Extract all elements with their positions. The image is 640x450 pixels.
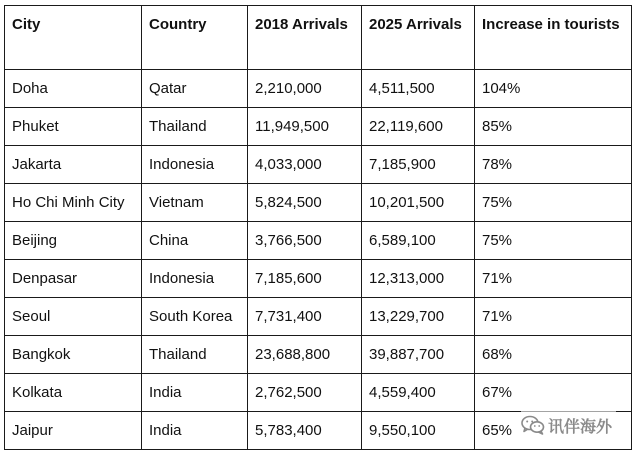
cell-2018-arrivals: 5,824,500 [248,184,362,222]
cell-country: Indonesia [142,260,248,298]
column-header-city: City [5,6,142,70]
cell-increase: 75% [475,222,632,260]
cell-2018-arrivals: 5,783,400 [248,412,362,450]
cell-city: Kolkata [5,374,142,412]
cell-2025-arrivals: 22,119,600 [362,108,475,146]
cell-2018-arrivals: 7,185,600 [248,260,362,298]
wechat-icon [521,415,545,435]
cell-city: Beijing [5,222,142,260]
cell-country: South Korea [142,298,248,336]
table-body [5,70,632,450]
table-row [5,146,632,184]
cell-increase: 67% [475,374,632,412]
table-header [5,6,632,70]
table-row [5,70,632,108]
cell-2025-arrivals: 4,511,500 [362,70,475,108]
tourism-table [4,5,632,450]
column-header-country: Country [142,6,248,70]
cell-2018-arrivals: 7,731,400 [248,298,362,336]
cell-2025-arrivals: 10,201,500 [362,184,475,222]
cell-increase: 75% [475,184,632,222]
cell-country: India [142,412,248,450]
cell-city: Jaipur [5,412,142,450]
cell-city: Seoul [5,298,142,336]
cell-country: Indonesia [142,146,248,184]
table-row [5,222,632,260]
data-table-wrapper [4,5,632,450]
cell-2025-arrivals: 7,185,900 [362,146,475,184]
table-row [5,108,632,146]
cell-city: Ho Chi Minh City [5,184,142,222]
cell-2025-arrivals: 6,589,100 [362,222,475,260]
column-header-2025-arrivals: 2025 Arrivals [362,6,475,70]
cell-2018-arrivals: 11,949,500 [248,108,362,146]
cell-increase: 78% [475,146,632,184]
watermark-text: 讯伴海外 [548,416,613,436]
column-header-2018-arrivals: 2018 Arrivals [248,6,362,70]
table-row [5,374,632,412]
cell-city: Denpasar [5,260,142,298]
cell-2018-arrivals: 2,762,500 [248,374,362,412]
cell-country: China [142,222,248,260]
cell-increase: 85% [475,108,632,146]
watermark [521,411,616,439]
cell-increase: 104% [475,70,632,108]
cell-2018-arrivals: 23,688,800 [248,336,362,374]
cell-2025-arrivals: 39,887,700 [362,336,475,374]
cell-city: Phuket [5,108,142,146]
column-header-increase: Increase in tourists [475,6,632,70]
table-row [5,260,632,298]
cell-city: Bangkok [5,336,142,374]
cell-country: Thailand [142,108,248,146]
cell-city: Doha [5,70,142,108]
header-row [5,6,632,70]
table-row [5,298,632,336]
cell-2018-arrivals: 2,210,000 [248,70,362,108]
cell-country: Thailand [142,336,248,374]
cell-2025-arrivals: 12,313,000 [362,260,475,298]
cell-increase: 71% [475,298,632,336]
cell-country: Vietnam [142,184,248,222]
cell-city: Jakarta [5,146,142,184]
cell-country: Qatar [142,70,248,108]
cell-increase: 71% [475,260,632,298]
cell-increase: 68% [475,336,632,374]
table-row [5,336,632,374]
cell-country: India [142,374,248,412]
cell-2018-arrivals: 3,766,500 [248,222,362,260]
cell-increase: 65% [475,412,632,450]
table-row [5,184,632,222]
cell-2025-arrivals: 13,229,700 [362,298,475,336]
cell-2018-arrivals: 4,033,000 [248,146,362,184]
cell-2025-arrivals: 4,559,400 [362,374,475,412]
cell-2025-arrivals: 9,550,100 [362,412,475,450]
